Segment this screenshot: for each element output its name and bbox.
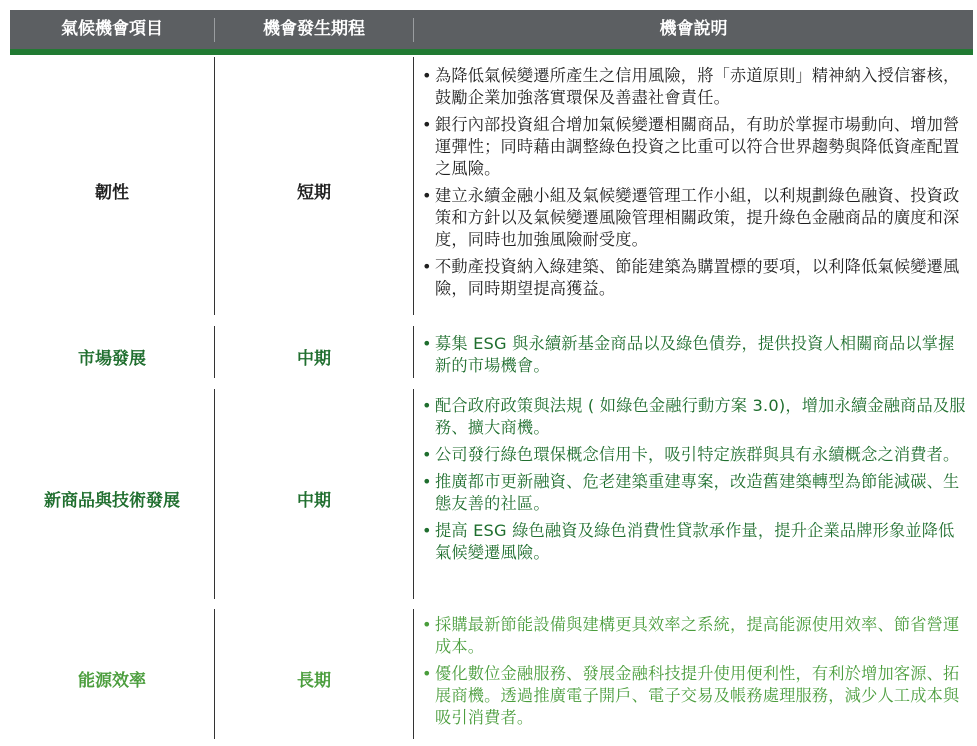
column-divider (413, 326, 414, 378)
table-header (10, 10, 973, 49)
list-item: • 銀行內部投資組合增加氣候變遷相關商品，有助於掌握市場動向、增加營運彈性；同時藉由調整綠色投資之比重可以符合世界趨勢與降低資產配置之風險。 (422, 115, 960, 178)
list-item: • 建立永續金融小組及氣候變遷管理工作小組，以利規劃綠色融資、投資政策和方針以及氣候變遷風險管理相關政策，提升綠色金融商品的廣度和深度，同時也加強風險耐受度。 (422, 186, 960, 249)
list-item: • 提高 ESG 綠色融資及綠色消費性貸款承作量，提升企業品牌形象並降低氣候變遷風險。 (422, 521, 955, 562)
list-item: • 公司發行綠色環保概念信用卡，吸引特定族群與具有永續概念之消費者。 (422, 445, 960, 464)
row-bullet-list (421, 65, 966, 305)
column-divider (413, 389, 414, 599)
bullet-icon: • (422, 445, 432, 464)
list-item: • 為降低氣候變遷所產生之信用風險，將「赤道原則」精神納入授信審核，鼓勵企業加強落實環保及善盡社會責任。 (422, 66, 960, 107)
row-bullet-list (421, 395, 966, 569)
column-divider (413, 57, 414, 315)
bullet-icon: • (422, 472, 432, 491)
bullet-icon: • (422, 66, 432, 85)
bullet-icon: • (422, 664, 432, 683)
list-item: • 不動產投資納入綠建築、節能建築為購置標的要項，以利降低氣候變遷風險，同時期望提高獲益。 (422, 257, 960, 298)
row-category: 韌性 (95, 183, 129, 203)
row-bullet-list (421, 614, 966, 734)
row-period: 中期 (297, 349, 331, 369)
list-item: • 採購最新節能設備與建構更具效率之系統，提高能源使用效率、節省營運成本。 (422, 615, 960, 656)
bullet-icon: • (422, 257, 432, 276)
row-period: 長期 (297, 671, 331, 691)
column-divider (413, 609, 414, 739)
list-item: • 募集 ESG 與永續新基金商品以及綠色債券，提供投資人相關商品以掌握新的市場機會。 (422, 334, 955, 375)
bullet-icon: • (422, 615, 432, 634)
list-item: • 推廣都市更新融資、危老建築重建專案，改造舊建築轉型為節能減碳、生態友善的社區。 (422, 472, 960, 513)
bullet-icon: • (422, 115, 432, 134)
list-item: • 配合政府政策與法規 ( 如綠色金融行動方案 3.0)，增加永續金融商品及服務、擴大商機。 (422, 396, 966, 437)
header-col-description: 機會說明 (659, 19, 728, 39)
header-col-item: 氣候機會項目 (61, 19, 163, 39)
row-category: 新商品與技術發展 (44, 491, 180, 511)
bullet-icon: • (422, 521, 432, 540)
list-item: • 優化數位金融服務、發展金融科技提升使用便利性，有利於增加客源、拓展商機。透過推廣電子開戶、電子交易及帳務處理服務，減少人工成本與吸引消費者。 (422, 664, 960, 727)
header-green-rule (10, 49, 973, 55)
bullet-icon: • (422, 186, 432, 205)
row-period: 短期 (297, 183, 331, 203)
bullet-icon: • (422, 334, 432, 353)
row-period: 中期 (297, 491, 331, 511)
header-col-period: 機會發生期程 (263, 19, 365, 39)
row-category: 市場發展 (78, 349, 146, 369)
row-bullet-list (421, 333, 966, 382)
row-category: 能源效率 (78, 671, 146, 691)
bullet-icon: • (422, 396, 432, 415)
